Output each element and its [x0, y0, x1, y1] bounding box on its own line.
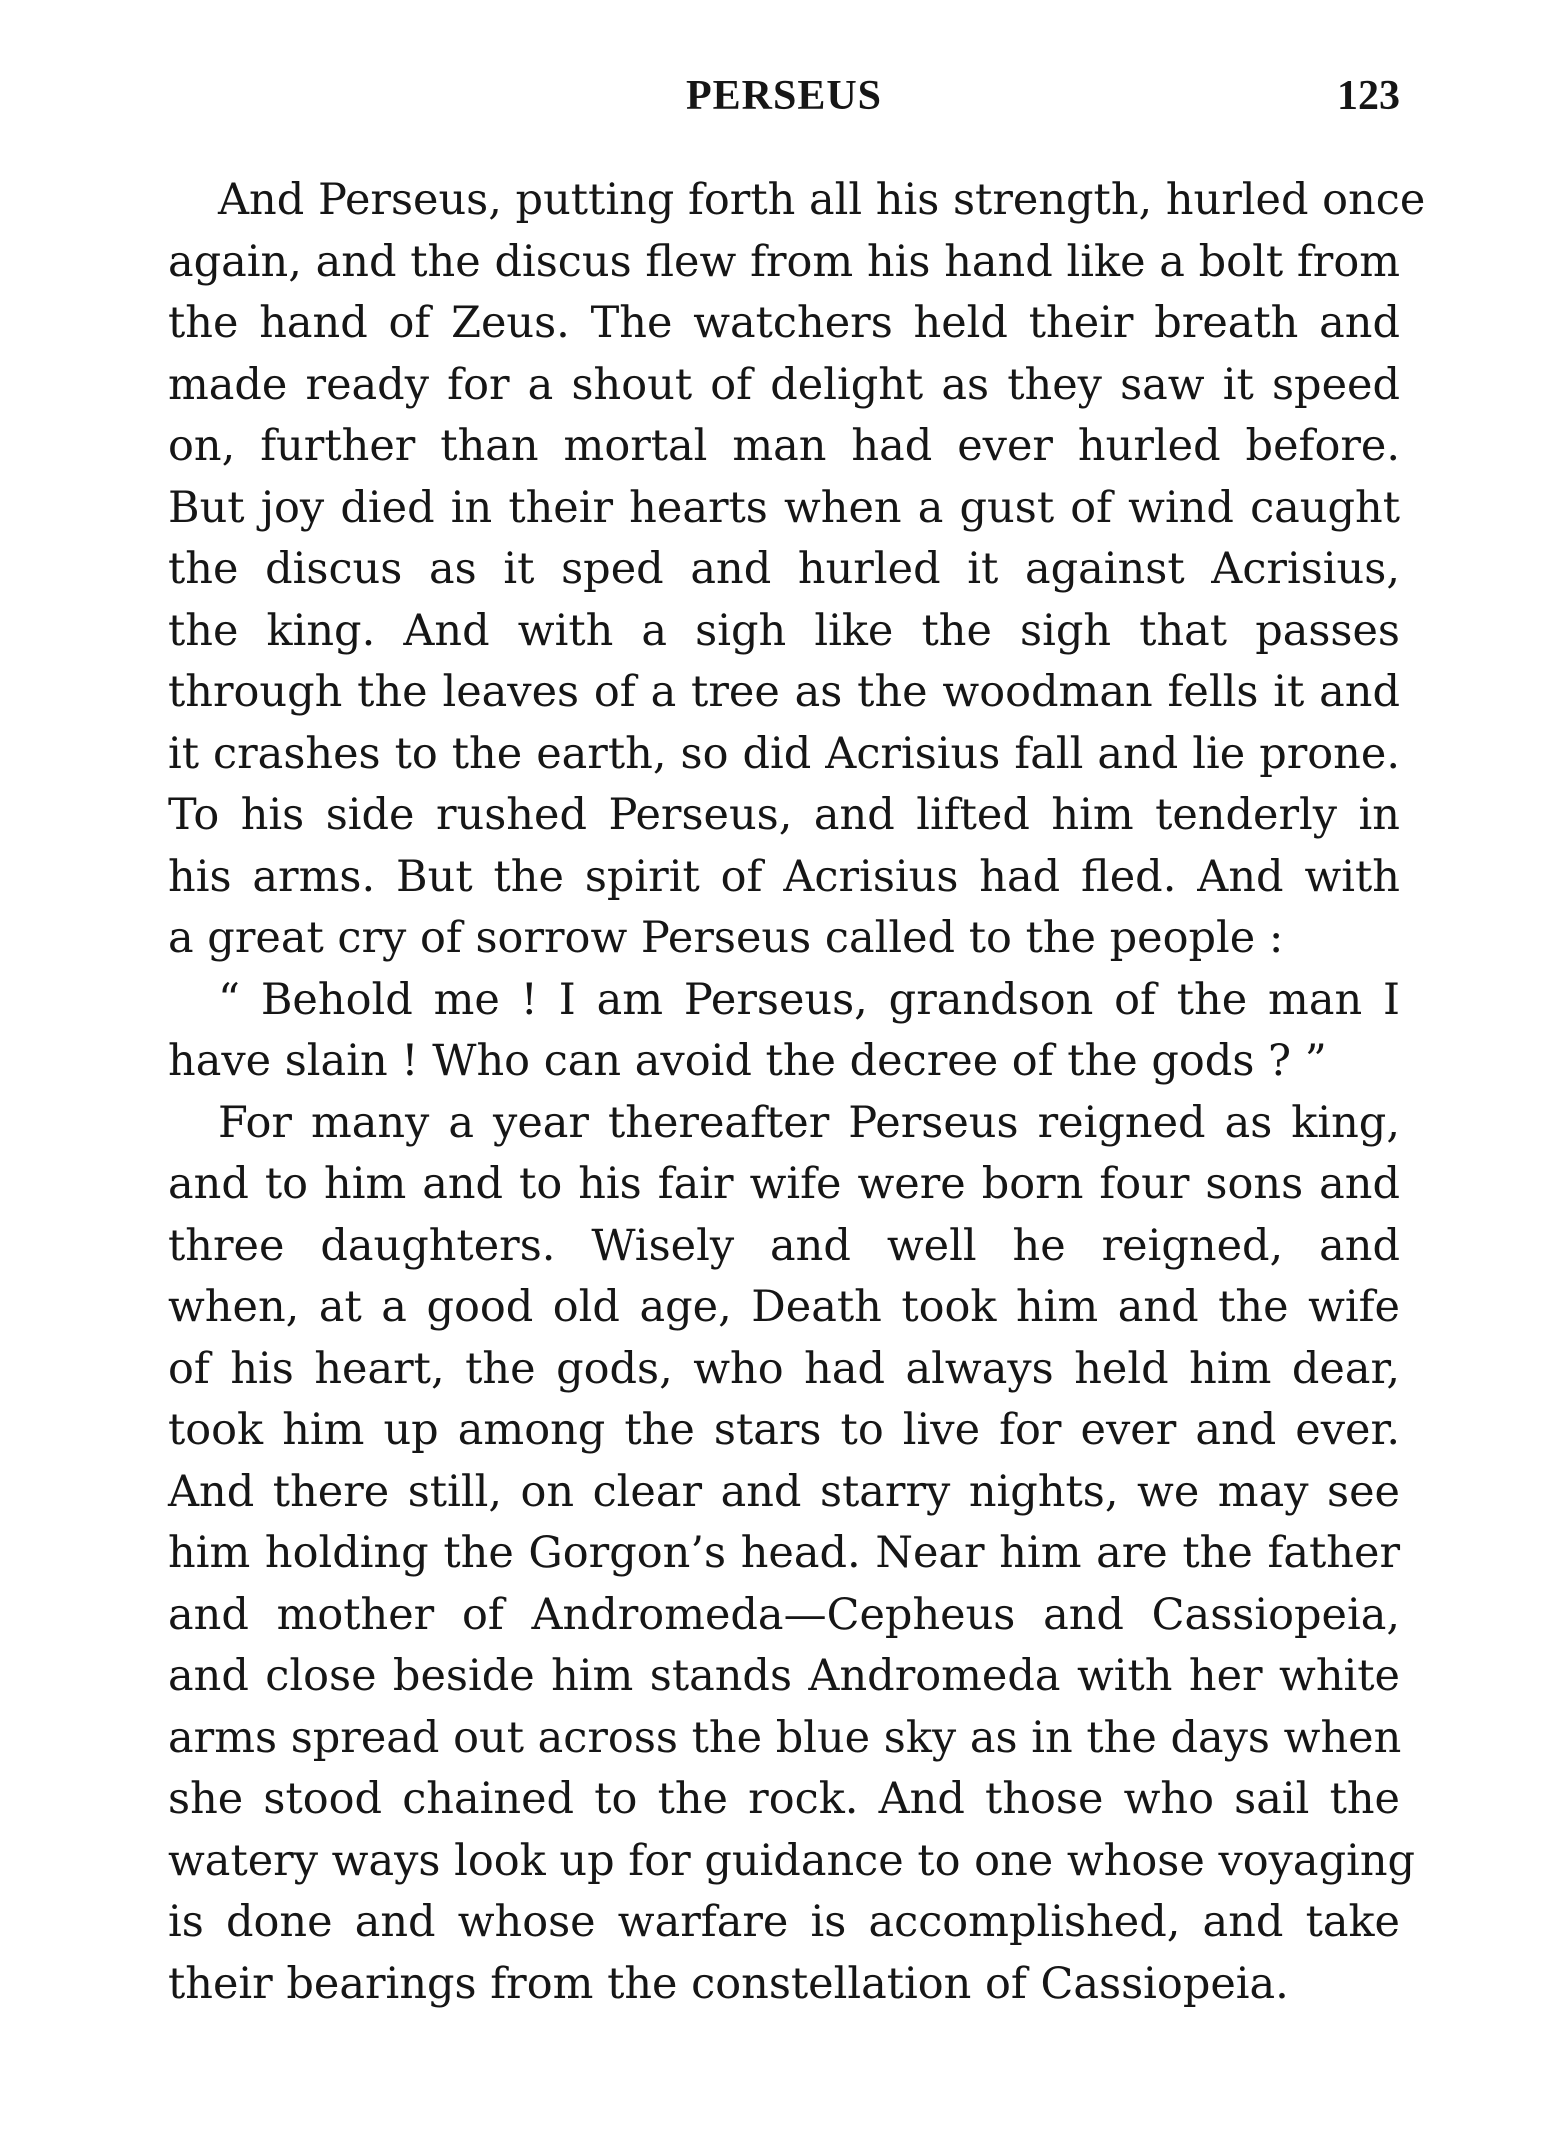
text-line: took him up among the stars to live for ever and ever.: [168, 1405, 1400, 1455]
text-line: the discus as it sped and hurled it against Acrisius,: [168, 544, 1400, 594]
page-number: 123: [1337, 73, 1400, 119]
text-line: arms spread out across the blue sky as in the days when: [168, 1712, 1402, 1763]
text-line: And Perseus, putting forth all his strength, hurled once: [218, 175, 1426, 225]
text-line: on, further than mortal man had ever hurled before.: [168, 421, 1400, 471]
text-line: and close beside him stands Andromeda with her white: [168, 1651, 1400, 1701]
text-line: again, and the discus flew from his hand like a bolt from: [168, 236, 1400, 287]
text-line: the king. And with a sigh like the sigh that passes: [168, 605, 1400, 656]
text-line: is done and whose warfare is accomplished, and take: [168, 1897, 1400, 1947]
running-title: PERSEUS: [685, 73, 883, 119]
text-line: through the leaves of a tree as the woodman fells it and: [168, 667, 1400, 717]
text-line: “ Behold me ! I am Perseus, grandson of the man I: [218, 974, 1400, 1025]
text-line: made ready for a shout of delight as they saw it speed: [168, 359, 1400, 410]
body-text: [168, 170, 1426, 2015]
page-header: [168, 72, 1400, 132]
text-line: when, at a good old age, Death took him and the wife: [168, 1282, 1400, 1332]
text-line: have slain ! Who can avoid the decree of the gods ? ”: [168, 1036, 1327, 1086]
text-line: of his heart, the gods, who had always held him dear,: [168, 1343, 1400, 1394]
text-line: watery ways look up for guidance to one whose voyaging: [168, 1835, 1416, 1886]
text-line: she stood chained to the rock. And those who sail the: [168, 1774, 1400, 1824]
text-line: And there still, on clear and starry nights, we may see: [168, 1466, 1400, 1517]
text-line: three daughters. Wisely and well he reigned, and: [168, 1220, 1400, 1271]
text-line: For many a year thereafter Perseus reigned as king,: [218, 1097, 1400, 1148]
text-line: But joy died in their hearts when a gust of wind caught: [168, 482, 1400, 533]
text-line: his arms. But the spirit of Acrisius had fled. And with: [168, 851, 1400, 902]
text-line: To his side rushed Perseus, and lifted him tenderly in: [168, 790, 1400, 840]
text-line: their bearings from the constellation of Cassiopeia.: [168, 1958, 1289, 2009]
text-line: a great cry of sorrow Perseus called to the people :: [168, 913, 1284, 963]
text-line: it crashes to the earth, so did Acrisius fall and lie prone.: [168, 728, 1400, 779]
text-line: and mother of Andromeda—Cepheus and Cassiopeia,: [168, 1589, 1400, 1640]
text-line: the hand of Zeus. The watchers held their breath and: [168, 298, 1400, 348]
text-line: and to him and to his fair wife were born four sons and: [168, 1159, 1400, 1209]
text-line: him holding the Gorgon’s head. Near him are the father: [168, 1528, 1400, 1578]
